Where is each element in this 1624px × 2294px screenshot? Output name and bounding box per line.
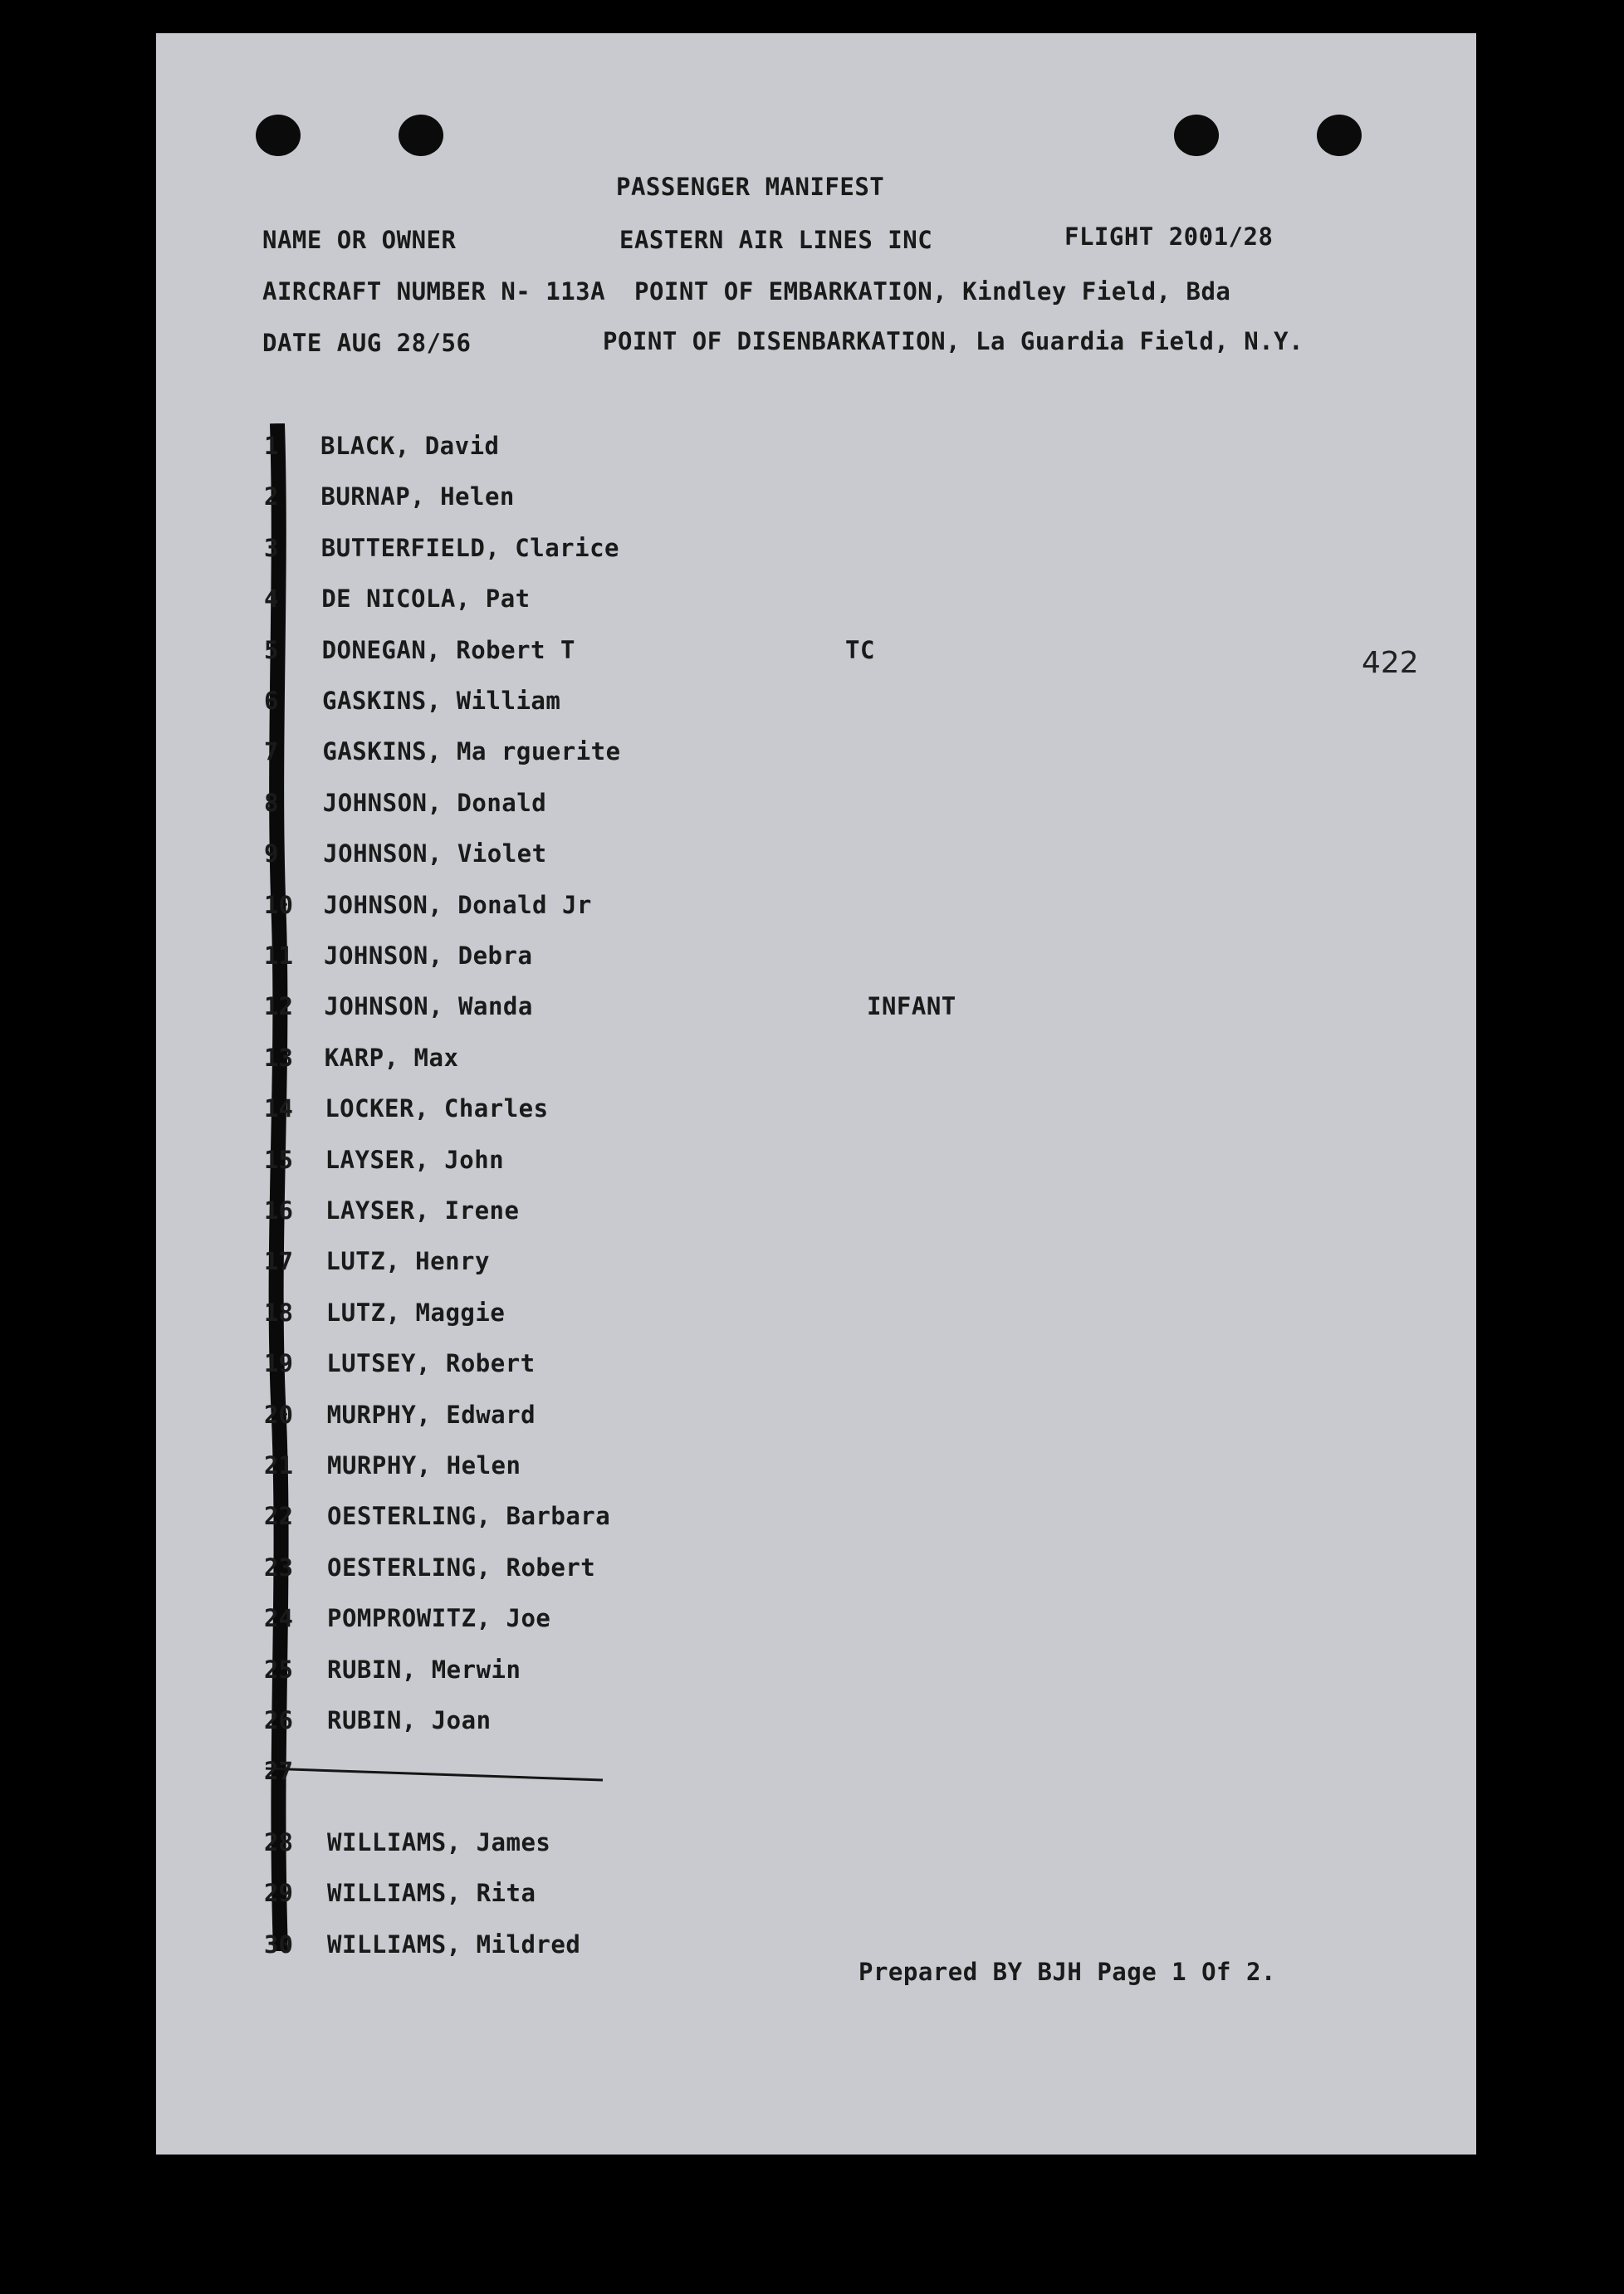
passenger-name: BURNAP, Helen: [320, 482, 515, 511]
flight-number: FLIGHT 2001/28: [1064, 223, 1274, 251]
passenger-name: DONEGAN, Robert T: [321, 635, 575, 664]
passenger-name: LUTSEY, Robert: [326, 1349, 536, 1378]
passenger-number: 1: [264, 432, 279, 460]
passenger-number: 22: [264, 1502, 293, 1531]
owner-value: EASTERN AIR LINES INC: [619, 226, 933, 254]
passenger-number: 29: [264, 1879, 293, 1908]
passenger-name: BLACK, David: [320, 432, 500, 460]
passenger-number: 17: [264, 1247, 293, 1276]
passenger-name: BUTTERFIELD, Clarice: [320, 533, 619, 562]
manifest-title: PASSENGER MANIFEST: [616, 173, 885, 201]
passenger-name: LUTZ, Henry: [325, 1247, 490, 1276]
passenger-number: 30: [264, 1930, 293, 1959]
passenger-number: 24: [264, 1604, 293, 1633]
passenger-name: JOHNSON, Wanda: [324, 992, 533, 1021]
passenger-number: 4: [264, 585, 279, 614]
passenger-number: 3: [264, 533, 279, 562]
passenger-name: JOHNSON, Violet: [323, 839, 547, 868]
passenger-number: 19: [264, 1349, 293, 1378]
passenger-name: RUBIN, Merwin: [327, 1655, 521, 1684]
passenger-number: 28: [264, 1827, 293, 1856]
passenger-number: 13: [264, 1043, 293, 1072]
passenger-number: 26: [264, 1706, 293, 1734]
passenger-note: INFANT: [867, 992, 956, 1021]
passenger-name: LAYSER, Irene: [325, 1196, 520, 1225]
passenger-number: 5: [264, 635, 279, 664]
passenger-number: 8: [264, 788, 279, 817]
footer-prepared-by: Prepared BY BJH Page 1 Of 2.: [858, 1958, 1276, 1986]
owner-label: NAME OR OWNER: [262, 226, 457, 254]
punch-hole: [1317, 115, 1362, 156]
passenger-name: MURPHY, Helen: [327, 1451, 521, 1480]
passenger-name: DE NICOLA, Pat: [321, 585, 531, 614]
disembarkation-point: POINT OF DISENBARKATION, La Guardia Field, N.Y.: [603, 327, 1304, 355]
passenger-name: MURPHY, Edward: [326, 1400, 536, 1429]
passenger-name: JOHNSON, Debra: [324, 942, 533, 970]
passenger-note: TC: [845, 635, 875, 664]
passenger-name: JOHNSON, Donald: [322, 788, 547, 817]
passenger-number: 2: [264, 482, 279, 511]
separator-line: [264, 1760, 604, 1785]
passenger-name: WILLIAMS, Rita: [327, 1879, 536, 1908]
passenger-number: 27: [264, 1757, 293, 1786]
passenger-name: LOCKER, Charles: [325, 1094, 549, 1123]
passenger-name: OESTERLING, Robert: [327, 1553, 596, 1582]
passenger-name: OESTERLING, Barbara: [327, 1502, 611, 1531]
passenger-number: 16: [264, 1196, 293, 1225]
punch-hole: [256, 115, 301, 156]
passenger-name: GASKINS, Ma rguerite: [322, 737, 621, 766]
passenger-number: 21: [264, 1451, 293, 1480]
passenger-name: WILLIAMS, Mildred: [327, 1930, 581, 1959]
passenger-name: LAYSER, John: [325, 1145, 505, 1174]
embarkation-point: POINT OF EMBARKATION, Kindley Field, Bda: [634, 277, 1231, 306]
passenger-number: 25: [264, 1655, 293, 1684]
passenger-name: POMPROWITZ, Joe: [327, 1604, 551, 1633]
punch-hole: [1174, 115, 1219, 156]
passenger-number: 11: [264, 942, 293, 970]
passenger-number: 12: [264, 992, 293, 1021]
passenger-name: RUBIN, Joan: [327, 1706, 492, 1734]
passenger-number: 6: [264, 687, 279, 715]
passenger-name: GASKINS, William: [322, 687, 561, 715]
passenger-number: 20: [264, 1400, 293, 1429]
passenger-name: JOHNSON, Donald Jr: [323, 890, 592, 919]
flight-date: DATE AUG 28/56: [262, 329, 472, 357]
punch-hole: [399, 115, 443, 156]
passenger-number: 14: [264, 1094, 293, 1123]
aircraft-number: AIRCRAFT NUMBER N- 113A: [262, 277, 606, 306]
passenger-number: 7: [264, 737, 279, 766]
passenger-name: WILLIAMS, James: [327, 1827, 551, 1856]
passenger-number: 23: [264, 1553, 293, 1582]
passenger-name: KARP, Max: [324, 1043, 459, 1072]
passenger-number: 10: [264, 890, 293, 919]
passenger-number: 15: [264, 1145, 293, 1174]
passenger-number: 18: [264, 1298, 293, 1327]
handwritten-page-number: 422: [1362, 646, 1419, 680]
passenger-number: 9: [264, 839, 279, 868]
passenger-name: LUTZ, Maggie: [325, 1298, 506, 1327]
